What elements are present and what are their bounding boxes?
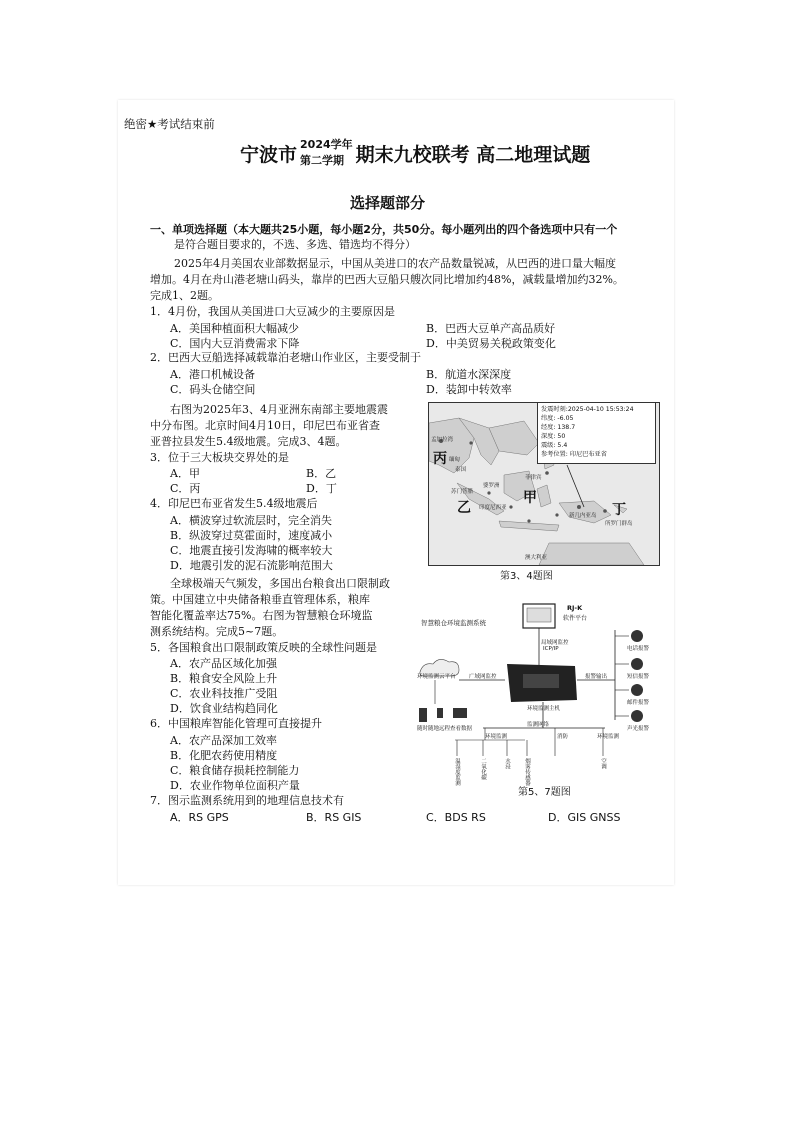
passage3-line2: 策。中国建立中央储备粮垂直管理体系，粮库 <box>150 593 370 606</box>
sensor-temp-humidity: 温湿度监测 <box>454 758 460 786</box>
title-year: 2024学年 <box>300 138 353 151</box>
q4-option-c: C．地震直接引发海啸的概率较大 <box>170 544 333 557</box>
passage1-line1: 2025年4月美国农业部数据显示，中国从美进口的农产品数量锐减，从巴西的进口量大幅度 <box>174 257 616 270</box>
q6-option-b: B．化肥农药使用精度 <box>170 749 278 762</box>
branch-env-1: 环境监测 <box>485 734 508 740</box>
diagram-caption: 第5、7题图 <box>518 787 571 798</box>
passage3-line4: 测系统结构。完成5~7题。 <box>150 625 284 638</box>
title-city: 宁波市 <box>240 143 298 166</box>
q5-option-d: D．饮食业结构趋同化 <box>170 702 278 715</box>
sensor-water: 水浸 <box>504 758 510 769</box>
passage2-line2: 中分布图。北京时间4月10日，印尼巴布亚省查 <box>150 419 380 432</box>
place-philippines: 菲律宾 <box>525 475 542 481</box>
alarm-sound-light: 声光报警 <box>627 726 650 732</box>
place-solomon: 所罗门群岛 <box>605 521 633 527</box>
part-heading <box>150 222 617 237</box>
place-australia: 澳大利亚 <box>525 555 548 561</box>
title-year-stack <box>300 137 353 169</box>
info-lon: 经度: 138.7 <box>541 424 576 431</box>
q5-option-c: C．农业科技推广受阻 <box>170 687 278 700</box>
place-new-guinea: 新几内亚岛 <box>569 513 597 519</box>
q3-option-c: C．丙 <box>170 482 201 495</box>
map-label-yi: 乙 <box>457 500 471 516</box>
secret-label: 绝密★考试结束前 <box>124 117 215 131</box>
q6-option-d: D．农业作物单位面积产量 <box>170 779 300 792</box>
q6-option-c: C．粮食储存损耗控制能力 <box>170 764 300 777</box>
q1-option-d: D．中美贸易关税政策变化 <box>426 337 556 350</box>
passage2-line1: 右图为2025年3、4月亚洲东南部主要地震震 <box>170 403 388 416</box>
q2-option-d: D．装卸中转效率 <box>426 383 512 396</box>
diagram-host: 环境监测主机 <box>527 706 561 712</box>
sensor-ac: 空调 <box>600 758 606 769</box>
branch-env-2: 环境监测 <box>597 734 620 740</box>
place-thailand: 泰国 <box>455 467 467 473</box>
sensor-smoke: 烟雾传感器 <box>524 758 530 786</box>
place-myanmar: 缅甸 <box>449 457 461 463</box>
q7-option-a: A．RS GPS <box>170 811 229 824</box>
q5-option-a: A．农产品区域化加强 <box>170 657 277 670</box>
info-lat: 纬度: -6.05 <box>541 415 574 422</box>
q6-stem: 6．中国粮库智能化管理可直接提升 <box>150 717 322 730</box>
q7-stem: 7．图示监测系统用到的地理信息技术有 <box>150 794 344 807</box>
q5-stem: 5．各国粮食出口限制政策反映的全球性问题是 <box>150 641 377 654</box>
q1-option-c: C．国内大豆消费需求下降 <box>170 337 300 350</box>
place-sumatra: 苏门答腊 <box>451 489 474 495</box>
passage1-line2: 增加。4月在舟山港老塘山码头，靠岸的巴西大豆船只艘次同比增加约48%，减载量增加约32%。 <box>150 273 624 286</box>
alarm-sms: 短信报警 <box>627 674 650 680</box>
info-time: 发震时刻:2025-04-10 15:53:24 <box>541 406 634 413</box>
q7-option-c: C．BDS RS <box>426 811 486 824</box>
q3-option-d: D．丁 <box>306 482 337 495</box>
q3-option-b: B．乙 <box>306 467 337 480</box>
diagram-bus: 监测网络 <box>527 722 550 728</box>
map-label-bing: 丙 <box>433 451 447 467</box>
q2-option-c: C．码头仓储空间 <box>170 383 256 396</box>
title-rest: 期末九校联考 高二地理试题 <box>355 143 591 166</box>
place-indonesia: 印度尼西亚 <box>479 505 507 511</box>
map-caption: 第3、4题图 <box>500 571 553 582</box>
q7-option-b: B．RS GIS <box>306 811 362 824</box>
section-title: 选择题部分 <box>350 194 426 212</box>
q2-option-b: B．航道水深深度 <box>426 368 512 381</box>
alarm-phone: 电话报警 <box>627 646 650 652</box>
alarm-email: 邮件报警 <box>627 700 650 706</box>
q4-option-a: A．横波穿过软流层时，完全消失 <box>170 514 332 527</box>
diagram-rjk: RJ-K <box>567 604 583 612</box>
diagram-wan: 广域网监控 <box>469 674 497 680</box>
passage3-line1: 全球极端天气频发，多国出台粮食出口限制政 <box>170 577 390 590</box>
info-magnitude: 震级: 5.4 <box>541 442 568 449</box>
diagram-lan: 局域网监控 <box>541 640 569 646</box>
diagram-icpip: ICP/IP <box>543 646 559 652</box>
place-borneo: 婆罗洲 <box>483 483 500 489</box>
q6-option-a: A．农产品深加工效率 <box>170 734 277 747</box>
q4-option-d: D．地震引发的泥石流影响范围大 <box>170 559 333 572</box>
info-depth: 深度: 50 <box>541 433 566 440</box>
diagram-software: 软件平台 <box>563 615 588 622</box>
map-label-ding: 丁 <box>612 502 626 518</box>
q4-stem: 4．印尼巴布亚省发生5.4级地震后 <box>150 497 318 510</box>
diagram-devices: 随时随地远程查看数据 <box>417 726 473 732</box>
map-label-jia: 甲 <box>523 490 537 506</box>
q3-option-a: A．甲 <box>170 467 200 480</box>
q5-option-b: B．粮食安全风险上升 <box>170 672 278 685</box>
diagram-alarm-out: 报警输出 <box>585 674 608 680</box>
q1-option-b: B．巴西大豆单产高品质好 <box>426 322 556 335</box>
page-title <box>240 137 590 169</box>
sensor-co2: 二氧化碳 <box>480 758 486 780</box>
q7-option-d: D．GIS GNSS <box>548 811 621 824</box>
info-location: 参考位置: 印尼巴布亚省 <box>541 451 607 458</box>
passage3-line3: 智能化覆盖率达75%。右图为智慧粮仓环境监 <box>150 609 373 622</box>
diagram-cloud: 环境监测云平台 <box>417 674 456 680</box>
q3-stem: 3．位于三大板块交界处的是 <box>150 451 289 464</box>
passage1-line3: 完成1、2题。 <box>150 289 219 302</box>
monitoring-diagram <box>415 600 665 790</box>
part-heading-line1: 一、单项选择题（本大题共25小题，每小题2分，共50分。每小题列出的四个备选项中只有一个 <box>150 223 618 236</box>
q1-stem: 1．4月份，我国从美国进口大豆减少的主要原因是 <box>150 305 395 318</box>
place-bay-of-bengal: 孟加拉湾 <box>431 437 454 443</box>
q4-option-b: B．纵波穿过莫霍面时，速度减小 <box>170 529 333 542</box>
title-term: 第二学期 <box>300 154 345 167</box>
quake-info-box <box>537 402 656 464</box>
q2-stem: 2．巴西大豆船选择减载靠泊老塘山作业区，主要受制于 <box>150 351 421 364</box>
q2-option-a: A．港口机械设备 <box>170 368 255 381</box>
q1-option-a: A．美国种植面积大幅减少 <box>170 322 299 335</box>
diagram-title: 智慧粮仓环境监测系统 <box>421 619 486 627</box>
part-heading-line2: 是符合题目要求的，不选、多选、错选均不得分） <box>174 238 416 251</box>
passage2-line3: 亚普拉县发生5.4级地震。完成3、4题。 <box>150 435 347 448</box>
branch-fire: 消防 <box>557 734 569 740</box>
